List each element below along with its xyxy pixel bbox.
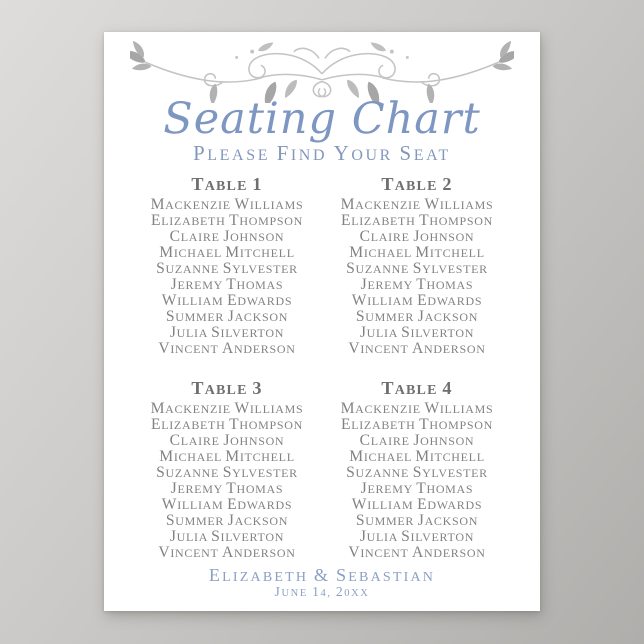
- guest-name: MICHAEL MITCHELL: [349, 244, 485, 262]
- guest-name: SUMMER JACKSON: [165, 308, 289, 326]
- guest-name: MACKENZIE WILLIAMS: [340, 400, 494, 418]
- table-section-4: [322, 378, 512, 562]
- guest-name: JULIA SILVERTON: [359, 324, 475, 342]
- table-section-2: [322, 174, 512, 358]
- guest-name: ELIZABETH THOMPSON: [340, 212, 493, 230]
- guest-name: JEREMY THOMAS: [170, 480, 284, 498]
- guest-name: JULIA SILVERTON: [169, 528, 285, 546]
- table-label: TABLE 3: [191, 378, 263, 399]
- guest-name: SUZANNE SYLVESTER: [156, 260, 298, 278]
- guest-name: ELIZABETH THOMPSON: [150, 212, 303, 230]
- guest-list: [341, 197, 494, 357]
- tables-grid: [132, 174, 512, 562]
- guest-name: MICHAEL MITCHELL: [159, 448, 295, 466]
- guest-name: ELIZABETH THOMPSON: [150, 416, 303, 434]
- guest-name: MACKENZIE WILLIAMS: [340, 196, 494, 214]
- poster-title: Seating Chart: [163, 94, 481, 144]
- poster-footer: [208, 565, 436, 611]
- couple-names: ELIZABETH & SEBASTIAN: [208, 565, 436, 585]
- guest-name: WILLIAM EDWARDS: [161, 496, 293, 514]
- guest-name: MACKENZIE WILLIAMS: [150, 400, 304, 418]
- guest-name: SUMMER JACKSON: [355, 308, 479, 326]
- table-section-3: [132, 378, 322, 562]
- guest-name: SUZANNE SYLVESTER: [156, 464, 298, 482]
- guest-name: VINCENT ANDERSON: [348, 340, 486, 358]
- guest-name: JEREMY THOMAS: [170, 276, 284, 294]
- guest-name: JULIA SILVERTON: [169, 324, 285, 342]
- guest-name: SUZANNE SYLVESTER: [346, 464, 488, 482]
- event-date: JUNE 14, 20XX: [274, 584, 370, 599]
- guest-name: SUMMER JACKSON: [355, 512, 479, 530]
- guest-name: MACKENZIE WILLIAMS: [150, 196, 304, 214]
- guest-name: CLAIRE JOHNSON: [359, 228, 475, 246]
- table-section-1: [132, 174, 322, 358]
- table-label: TABLE 4: [381, 378, 453, 399]
- guest-name: CLAIRE JOHNSON: [169, 432, 285, 450]
- guest-name: VINCENT ANDERSON: [348, 544, 486, 562]
- guest-name: WILLIAM EDWARDS: [351, 292, 483, 310]
- seating-chart-poster: [104, 32, 540, 611]
- guest-name: CLAIRE JOHNSON: [169, 228, 285, 246]
- guest-name: JEREMY THOMAS: [360, 276, 474, 294]
- guest-name: SUMMER JACKSON: [165, 512, 289, 530]
- table-label: TABLE 2: [381, 174, 453, 195]
- guest-name: MICHAEL MITCHELL: [349, 448, 485, 466]
- guest-name: WILLIAM EDWARDS: [161, 292, 293, 310]
- guest-list: [151, 401, 304, 561]
- guest-name: WILLIAM EDWARDS: [351, 496, 483, 514]
- guest-list: [341, 401, 494, 561]
- guest-name: MICHAEL MITCHELL: [159, 244, 295, 262]
- table-label: TABLE 1: [191, 174, 263, 195]
- poster-subtitle: PLEASE FIND YOUR SEAT: [193, 142, 451, 166]
- guest-name: JEREMY THOMAS: [360, 480, 474, 498]
- guest-list: [151, 197, 304, 357]
- guest-name: VINCENT ANDERSON: [158, 544, 296, 562]
- guest-name: VINCENT ANDERSON: [158, 340, 296, 358]
- guest-name: JULIA SILVERTON: [359, 528, 475, 546]
- guest-name: SUZANNE SYLVESTER: [346, 260, 488, 278]
- guest-name: ELIZABETH THOMPSON: [340, 416, 493, 434]
- guest-name: CLAIRE JOHNSON: [359, 432, 475, 450]
